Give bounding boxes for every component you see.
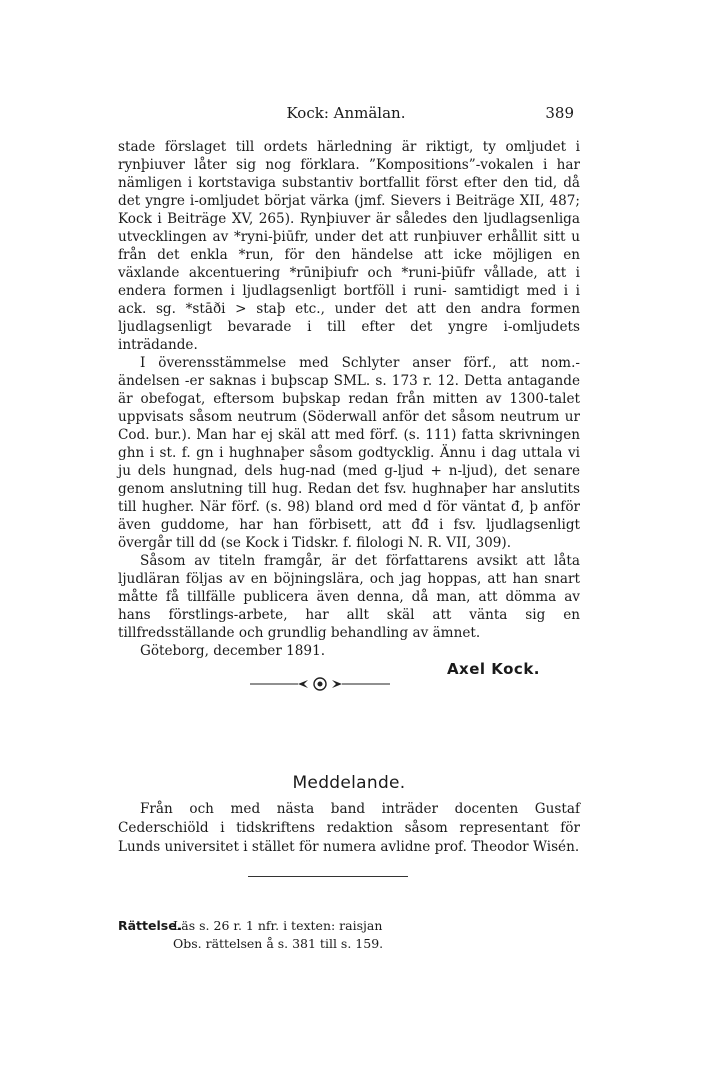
divider-rule: [248, 876, 408, 877]
review-text: [118, 138, 580, 678]
paragraph-2: I överensstämmelse med Schlyter anser förf., att nom.-ändelsen -er saknas i buþscap SML. s. 173 r. 12. Detta antagande är obefogat, eftersom buþskap redan från mitten av 1300-talet uppvisats såsom neutrum (Söderwall anför det såsom neutrum ur Cod. bur.). Man har ej skäl att med förf. (s. 111) fatta skrivningen ghn i st. f. gn i hughnaþer såsom godtycklig. Ännu i dag uttala vi ju dels hungnad, dels hug-nad (med g-ljud + n-ljud), det senare genom anslutning till hug. Redan det fsv. hughnaþer har anslutits till hugher. När förf. (s. 98) bland ord med d för väntat đ, þ anför även guddome, har han förbisett, att đđ i fsv. ljudlagsenligt övergår till dd (se Kock i Tidskr. f. filologi N. R. VII, 309).: [118, 355, 580, 551]
notice-text: Från och med nästa band inträder docenten Gustaf Cederschiöld i tidskriftens redaktion såsom representant för Lunds universitet i stället för numera avlidne prof. Theodor Wisén.: [118, 801, 580, 855]
notice-body: [118, 800, 580, 857]
notice-title: Meddelande.: [292, 773, 406, 793]
errata-line-2: Obs. rättelsen å s. 381 till s. 159.: [173, 936, 384, 951]
running-header: [118, 104, 574, 124]
ornament-divider: [250, 676, 390, 692]
errata-line-1: Läs s. 26 r. 1 nfr. i texten: raisjan: [173, 918, 383, 933]
paragraph-3: Såsom av titeln framgår, är det författarens avsikt att låta ljudläran följas av en böjningslära, och jag hoppas, att han snart måtte få tillfälle publicera även denna, då man, att dömma av hans förstlings-arbete, har allt skäl att vänta sig en tillfredsställande och grundlig behandling av ämnet.: [118, 553, 580, 641]
author-signature: Axel Kock.: [446, 660, 540, 678]
paragraph-1: stade förslaget till ordets härledning är riktigt, ty omljudet i rynþiuver låter sig nog förklara. ”Kompositions”-vokalen i har nämligen i kortstaviga substantiv bortfallit först efter den tid, då det yngre i-omljudet börjat värka (jmf. Sievers i Beiträge XII, 487; Kock i Beiträge XV, 265). Rynþiuver är således den ljudlagsenliga utvecklingen av *ryni-þiūfr, under det att runþiuver erhållit sitt u från det enkla *run, för den händelse att icke möjligen en växlande akcentuering *rūniþiufr och *runi-þiūfr vållade, att i endera formen i ljudlagsenligt bortföll i runi- samtidigt med i i ack. sg. *stāði > staþ etc., under det att den andra formen ljudlagsenligt bevarade i till efter det yngre i-omljudets inträdande.: [118, 139, 580, 353]
errata-label: Rättelse.: [118, 918, 182, 933]
place-date: Göteborg, december 1891.: [140, 643, 326, 659]
page-number: 389: [545, 104, 574, 122]
running-title: Kock: Anmälan.: [286, 104, 406, 122]
